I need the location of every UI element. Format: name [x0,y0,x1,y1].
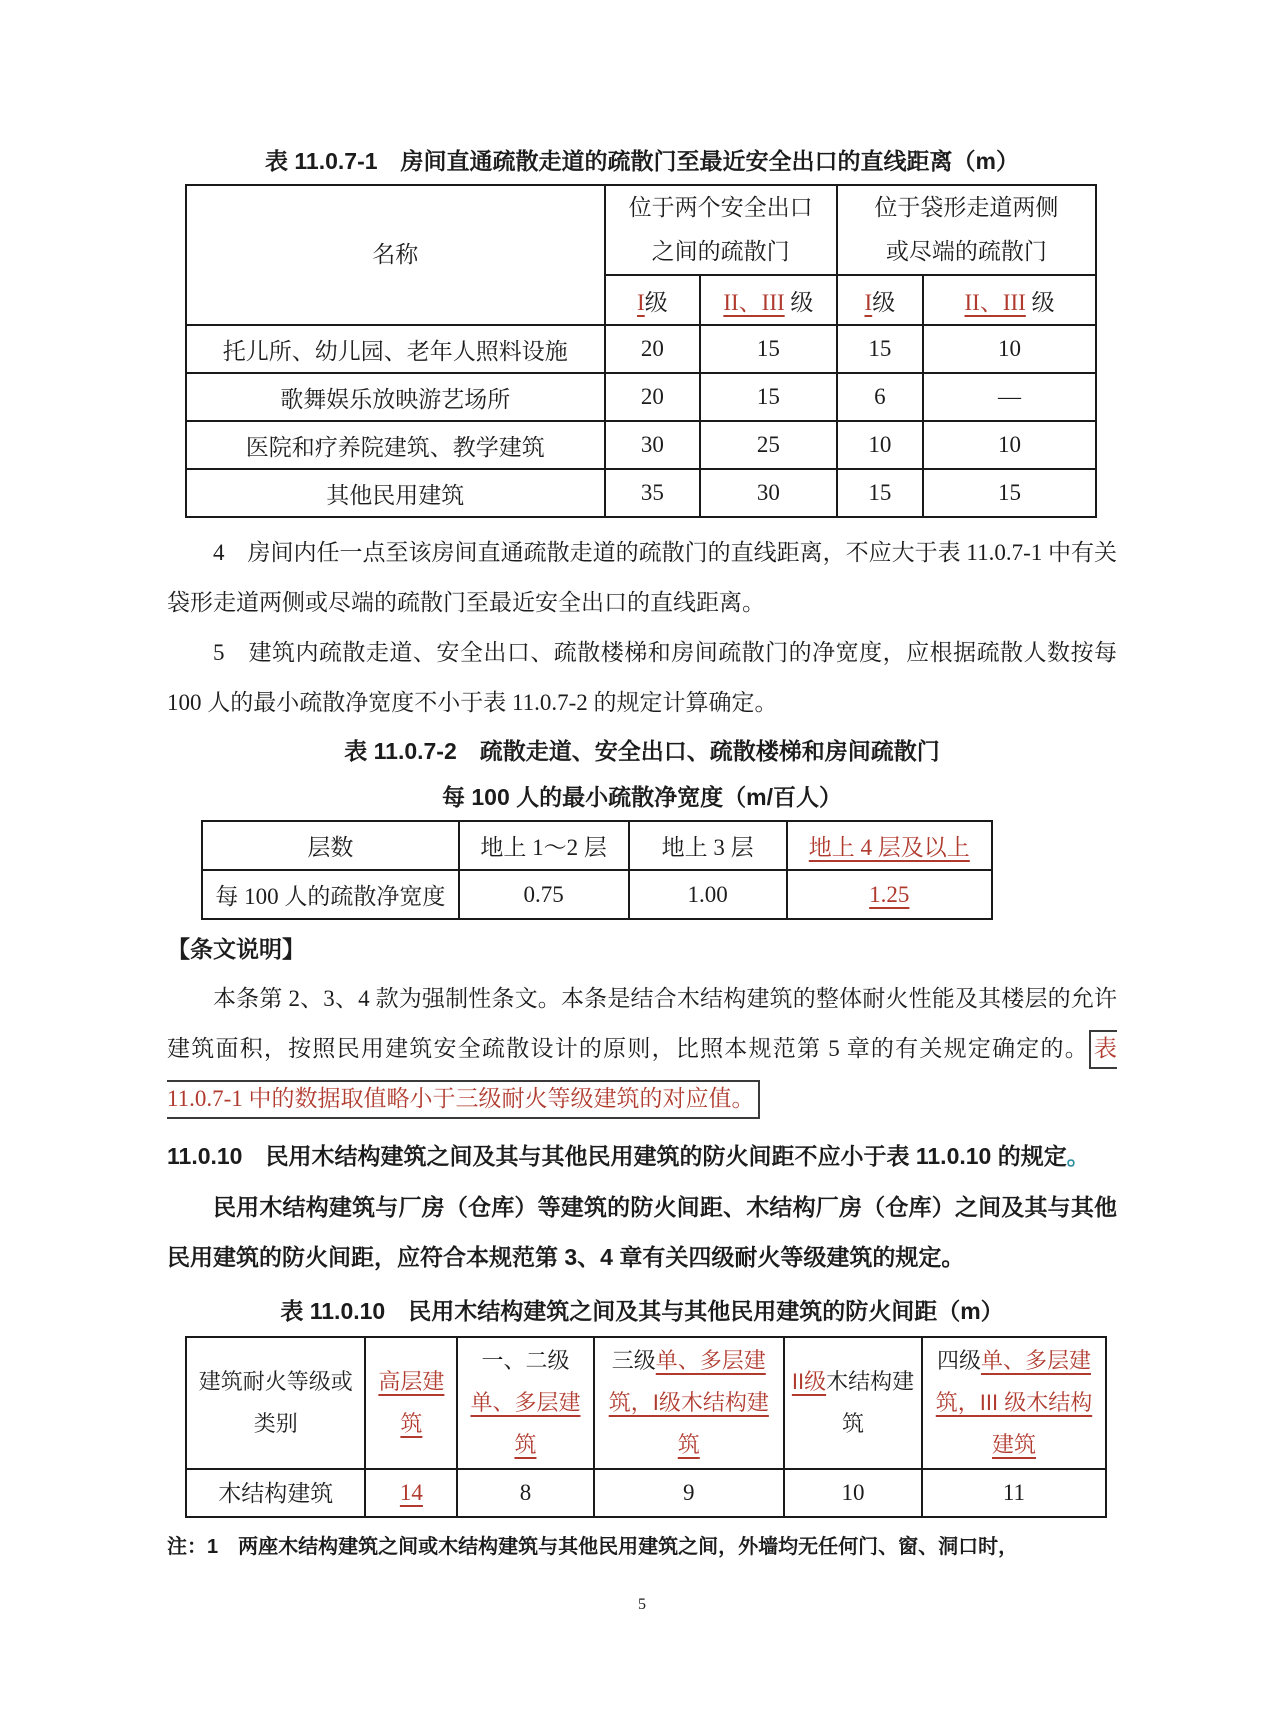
t1-header-group1-line1: 位于两个安全出口 [628,195,813,220]
grade-label-red: I [864,289,873,315]
t2-cell [787,870,992,919]
t2-cell-red: 1.25 [869,881,910,907]
table-row [202,870,992,919]
t3-header-grade2timber-red: II级 [791,1369,827,1394]
grade-label-red: I [637,289,645,315]
grade-label-black: 级 [872,289,896,315]
t3-header-grade12 [457,1337,593,1469]
t3-cell-red: 14 [399,1480,423,1505]
t1-cell: 10 [923,325,1096,373]
t2-header-3: 地上 3 层 [629,821,787,870]
grade-label-red: II、III [723,289,785,315]
page-number: 5 [638,1596,646,1613]
t3-row-label: 木结构建筑 [186,1469,365,1517]
t3-cell: 11 [922,1469,1106,1517]
t1-cell: 15 [700,325,837,373]
t1-row-label: 托儿所、幼儿园、老年人照料设施 [186,325,605,373]
table-row [186,469,1096,517]
t1-cell: 15 [837,325,923,373]
t3-header-grade3-black: 三级 [611,1348,656,1373]
t1-cell: 20 [605,373,701,421]
t1-header-group2 [837,185,1096,275]
t1-subheader-grade1 [605,275,701,325]
table-row [186,421,1096,469]
t1-subheader-grade3 [837,275,923,325]
t2-header-4plus [787,821,992,870]
t2-header-4plus-red: 地上 4 层及以上 [808,835,970,860]
t1-cell: 6 [837,373,923,421]
t3-header-highrise [365,1337,457,1469]
explanation-boxed-red-text: 表 11.0.7-1 中的数据取值略小于三级耐火等级建筑的对应值。 [167,1030,1117,1119]
grade-label-black: 级 [1025,289,1055,315]
explanation-paragraph [167,974,1117,1124]
table-row [186,1469,1106,1517]
t3-header-grade2timber-black: 木结构建筑 [826,1369,915,1436]
t1-cell: 20 [605,325,701,373]
t1-cell: 15 [923,469,1096,517]
t3-header-grade4-red: 单、多层建筑，III 级木结构建筑 [935,1348,1093,1457]
table-row [186,373,1096,421]
table-11-0-7-2-title-line2: 每 100 人的最小疏散净宽度（m/百人） [442,784,842,810]
t2-cell: 0.75 [459,870,629,919]
t1-cell: 30 [605,421,701,469]
t1-cell: 10 [923,421,1096,469]
table-row [186,1337,1106,1469]
t1-subheader-grade4 [923,275,1096,325]
clause-5-paragraph: 5 建筑内疏散走道、安全出口、疏散楼梯和房间疏散门的净宽度，应根据疏散人数按每 100 人的最小疏散净宽度不小于表 11.0.7-2 的规定计算确定。 [167,640,1117,715]
t3-header-category: 建筑耐火等级或类别 [186,1337,365,1469]
table-row [186,325,1096,373]
grade-label-black: 级 [784,289,814,315]
table-11-0-10-title: 表 11.0.10 民用木结构建筑之间及其与其他民用建筑的防火间距（m） [280,1298,1004,1324]
t1-cell: — [923,373,1096,421]
t3-header-grade2timber [784,1337,922,1469]
t3-cell [365,1469,457,1517]
clause-period: 。 [1066,1143,1090,1169]
t1-cell: 25 [700,421,837,469]
t2-header-floors: 层数 [202,821,459,870]
t3-cell: 9 [594,1469,784,1517]
t1-header-group1 [605,185,837,275]
t2-header-1-2: 地上 1～2 层 [459,821,629,870]
t1-header-group2-line2: 或尽端的疏散门 [885,239,1047,264]
t1-cell: 15 [837,469,923,517]
table-note: 注：1 两座木结构建筑之间或木结构建筑与其他民用建筑之间，外墙均无任何门、窗、洞口时， [167,1536,1019,1558]
t2-row-label: 每 100 人的疏散净宽度 [202,870,459,919]
grade-label-black: 级 [644,289,668,315]
t3-cell: 10 [784,1469,922,1517]
t3-header-grade3-red: 单、多层建筑，I级木结构建筑 [608,1348,769,1457]
table-11-0-7-1 [185,184,1097,518]
t3-header-grade12-black: 一、二级 [481,1348,570,1373]
t3-header-grade12-red: 单、多层建筑 [470,1390,581,1457]
table-11-0-7-1-title: 表 11.0.7-1 房间直通疏散走道的疏散门至最近安全出口的直线距离（m） [265,148,1019,174]
t3-header-grade4-black: 四级 [936,1348,981,1373]
table-11-0-7-2-title-line1: 表 11.0.7-2 疏散走道、安全出口、疏散楼梯和房间疏散门 [344,738,940,764]
explanation-heading: 【条文说明】 [167,936,305,962]
t3-header-grade3 [594,1337,784,1469]
t1-cell: 10 [837,421,923,469]
t1-subheader-grade2 [700,275,837,325]
t1-header-group1-line2: 之间的疏散门 [651,239,790,264]
t3-cell: 8 [457,1469,593,1517]
table-11-0-7-2 [201,820,993,920]
clause-11-0-10-paragraph2: 民用木结构建筑与厂房（仓库）等建筑的防火间距、木结构厂房（仓库）之间及其与其他民用建筑的防火间距，应符合本规范第 3、4 章有关四级耐火等级建筑的规定。 [167,1194,1117,1270]
t3-header-highrise-red: 高层建筑 [378,1369,445,1436]
t1-row-label: 医院和疗养院建筑、教学建筑 [186,421,605,469]
explanation-text: 本条第 2、3、4 款为强制性条文。本条是结合木结构建筑的整体耐火性能及其楼层的允许建筑面积，按照民用建筑安全疏散设计的原则，比照本规范第 5 章的有关规定确定的。 [167,986,1117,1061]
clause-text: 民用木结构建筑之间及其与其他民用建筑的防火间距不应小于表 11.0.10 的规定 [242,1143,1067,1169]
table-11-0-10 [185,1336,1107,1518]
grade-label-red: II、III [964,289,1026,315]
t1-row-label: 其他民用建筑 [186,469,605,517]
t1-header-group2-line1: 位于袋形走道两侧 [874,195,1059,220]
t3-header-grade4 [922,1337,1106,1469]
t1-cell: 30 [700,469,837,517]
table-row [202,821,992,870]
clause-11-0-10 [167,1130,1117,1182]
t2-cell: 1.00 [629,870,787,919]
t1-header-name: 名称 [186,185,605,325]
clause-4-paragraph: 4 房间内任一点至该房间直通疏散走道的疏散门的直线距离，不应大于表 11.0.7-1 中有关袋形走道两侧或尽端的疏散门至最近安全出口的直线距离。 [167,540,1117,615]
t1-cell: 15 [700,373,837,421]
t1-cell: 35 [605,469,701,517]
clause-number: 11.0.10 [167,1143,243,1169]
t1-row-label: 歌舞娱乐放映游艺场所 [186,373,605,421]
